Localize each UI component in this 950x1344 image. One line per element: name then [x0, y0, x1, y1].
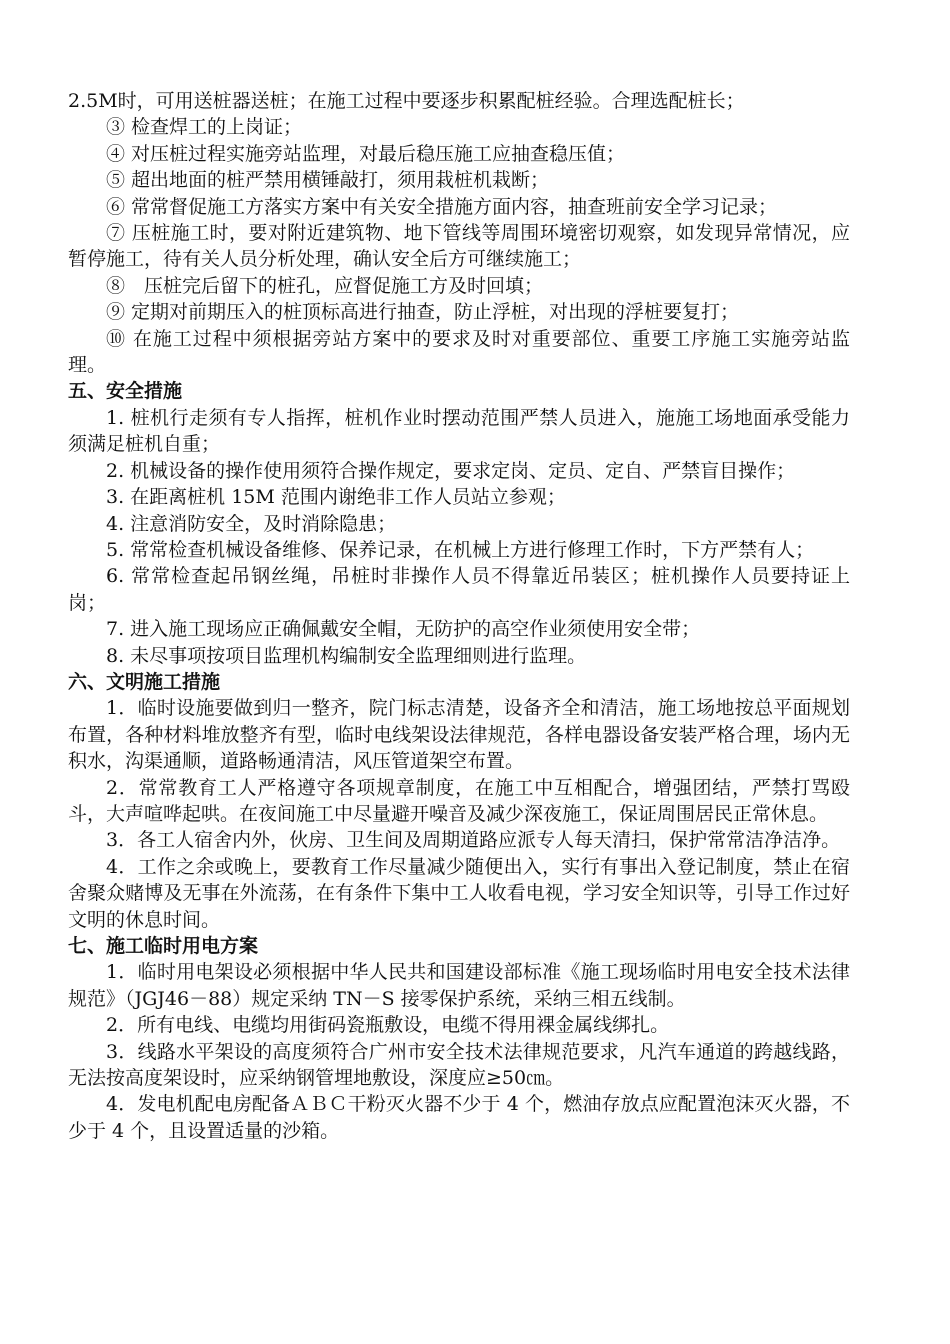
list-item: 4．发电机配电房配备ＡＢＣ干粉灭火器不少于 4 个，燃油存放点应配置泡沫灭火器，不少于 4 个，且设置适量的沙箱。	[68, 1093, 850, 1142]
list-item: 7. 进入施工现场应正确佩戴安全帽，无防护的高空作业须使用安全带；	[106, 618, 701, 641]
list-item: ⑥ 常常督促施工方落实方案中有关安全措施方面内容，抽查班前安全学习记录；	[106, 195, 778, 218]
list-item: ⑧ 压桩完后留下的桩孔，应督促施工方及时回填；	[106, 274, 544, 297]
list-item: ⑩ 在施工过程中须根据旁站方案中的要求及时对重要部位、重要工序施工实施旁站监理。	[68, 327, 850, 377]
list-item: ⑨ 定期对前期压入的桩顶标高进行抽查，防止浮桩，对出现的浮桩要复打；	[106, 301, 740, 324]
section-heading-safety: 五、安全措施	[68, 380, 183, 403]
list-item: 6. 常常检查起吊钢丝绳，吊桩时非操作人员不得靠近吊装区；桩机操作人员要持证上岗；	[68, 565, 850, 614]
list-item: 3．各工人宿舍内外，伙房、卫生间及周期道路应派专人每天清扫，保护常常洁净洁净。	[106, 829, 841, 852]
list-item: 4．工作之余或晚上，要教育工作尽量减少随便出入，实行有事出入登记制度，禁止在宿舍聚众赌博及无事在外流荡，在有条件下集中工人收看电视，学习安全知识等，引导工作过好文明的休息时间。	[68, 855, 850, 931]
list-item: 1．临时用电架设必须根据中华人民共和国建设部标准《施工现场临时用电安全技术法律规范》（JGJ46－88）规定采纳 TN－S 接零保护系统，采纳三相五线制。	[68, 961, 850, 1010]
list-item: ⑦ 压桩施工时，要对附近建筑物、地下管线等周围环境密切观察，如发现异常情况，应暂停施工，待有关人员分析处理，确认安全后方可继续施工；	[68, 222, 850, 271]
list-item: 5. 常常检查机械设备维修、保养记录，在机械上方进行修理工作时，下方严禁有人；	[106, 538, 815, 561]
section-heading-temporary-power: 七、施工临时用电方案	[68, 935, 259, 957]
list-item: 8. 未尽事项按项目监理机构编制安全监理细则进行监理。	[106, 644, 587, 667]
list-item: 1. 桩机行走须有专人指挥，桩机作业时摆动范围严禁人员进入，施施工场地面承受能力须满足桩机自重；	[68, 406, 850, 456]
section-heading-civilized-construction: 六、文明施工措施	[68, 670, 221, 693]
document-page	[68, 88, 850, 1144]
list-item: ③ 检查焊工的上岗证；	[106, 116, 303, 139]
list-item: 4. 注意消防安全，及时消除隐患；	[106, 512, 397, 535]
list-item: 1．临时设施要做到归一整齐，院门标志清楚，设备齐全和清洁，施工场地按总平面规划布置，各种材料堆放整齐有型，临时电线架设法律规范，各样电器设备安装严格合理，场内无积水，沟渠通顺，道路畅通清洁，风压管道架空布置。	[68, 697, 850, 773]
list-item: ④ 对压桩过程实施旁站监理，对最后稳压施工应抽查稳压值；	[106, 142, 626, 165]
list-item: ⑤ 超出地面的桩严禁用横锤敲打，须用栽桩机栽断；	[106, 169, 550, 192]
list-item: 3. 在距离桩机 15M 范围内谢绝非工作人员站立参观；	[106, 486, 566, 509]
list-item: 2. 机械设备的操作使用须符合操作规定，要求定岗、定员、定自、严禁盲目操作；	[106, 459, 796, 482]
list-item: 2．常常教育工人严格遵守各项规章制度，在施工中互相配合，增强团结，严禁打骂殴斗，大声喧哗起哄。在夜间施工中尽量避开噪音及减少深夜施工，保证周围居民正常休息。	[68, 776, 850, 825]
list-item: 2．所有电线、电缆均用街码瓷瓶敷设，电缆不得用裸金属线绑扎。	[106, 1014, 670, 1037]
paragraph-continuation: 2.5M时，可用送桩器送桩；在施工过程中要逐步积累配桩经验。合理选配桩长；	[68, 90, 745, 112]
list-item: 3．线路水平架设的高度须符合广州市安全技术法律规范要求，凡汽车通道的跨越线路，无法按高度架设时，应采纳钢管埋地敷设，深度应≥50㎝。	[68, 1040, 850, 1090]
